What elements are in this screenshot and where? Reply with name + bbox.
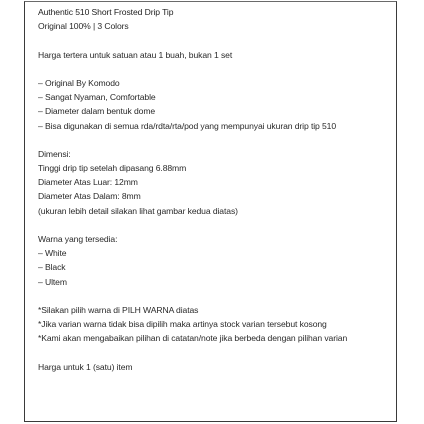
dimension-item: (ukuran lebih detail silakan lihat gambar kedua diatas) — [38, 205, 238, 216]
color-item: – Ultem — [38, 276, 67, 287]
product-subtitle: Original 100% | 3 Colors — [38, 21, 129, 32]
product-description-panel — [24, 1, 397, 422]
price-note: Harga tertera untuk satuan atau 1 buah, bukan 1 set — [38, 49, 233, 60]
footer-note: Harga untuk 1 (satu) item — [38, 361, 133, 372]
colors-heading: Warna yang tersedia: — [38, 234, 118, 245]
feature-item: – Diameter dalam bentuk dome — [38, 106, 156, 117]
note-item: *Jika varian warna tidak bisa dipilih maka artinya stock varian tersebut kosong — [38, 319, 327, 330]
dimension-item: Tinggi drip tip setelah dipasang 6.88mm — [38, 163, 187, 174]
product-description-text — [38, 5, 386, 374]
dimension-item: Diameter Atas Luar: 12mm — [38, 177, 138, 188]
feature-item: – Bisa digunakan di semua rda/rdta/rta/pod yang mempunyai ukuran drip tip 510 — [38, 120, 337, 131]
note-item: *Silakan pilih warna di PILH WARNA diatas — [38, 304, 199, 315]
feature-item: – Sangat Nyaman, Comfortable — [38, 92, 156, 103]
color-item: – White — [38, 248, 67, 259]
feature-item: – Original By Komodo — [38, 77, 120, 88]
color-item: – Black — [38, 262, 66, 273]
product-title: Authentic 510 Short Frosted Drip Tip — [38, 7, 174, 17]
dimensions-heading: Dimensi: — [38, 148, 71, 159]
dimension-item: Diameter Atas Dalam: 8mm — [38, 191, 141, 202]
note-item: *Kami akan mengabaikan pilihan di catatan/note jika berbeda dengan pilihan varian — [38, 333, 348, 344]
